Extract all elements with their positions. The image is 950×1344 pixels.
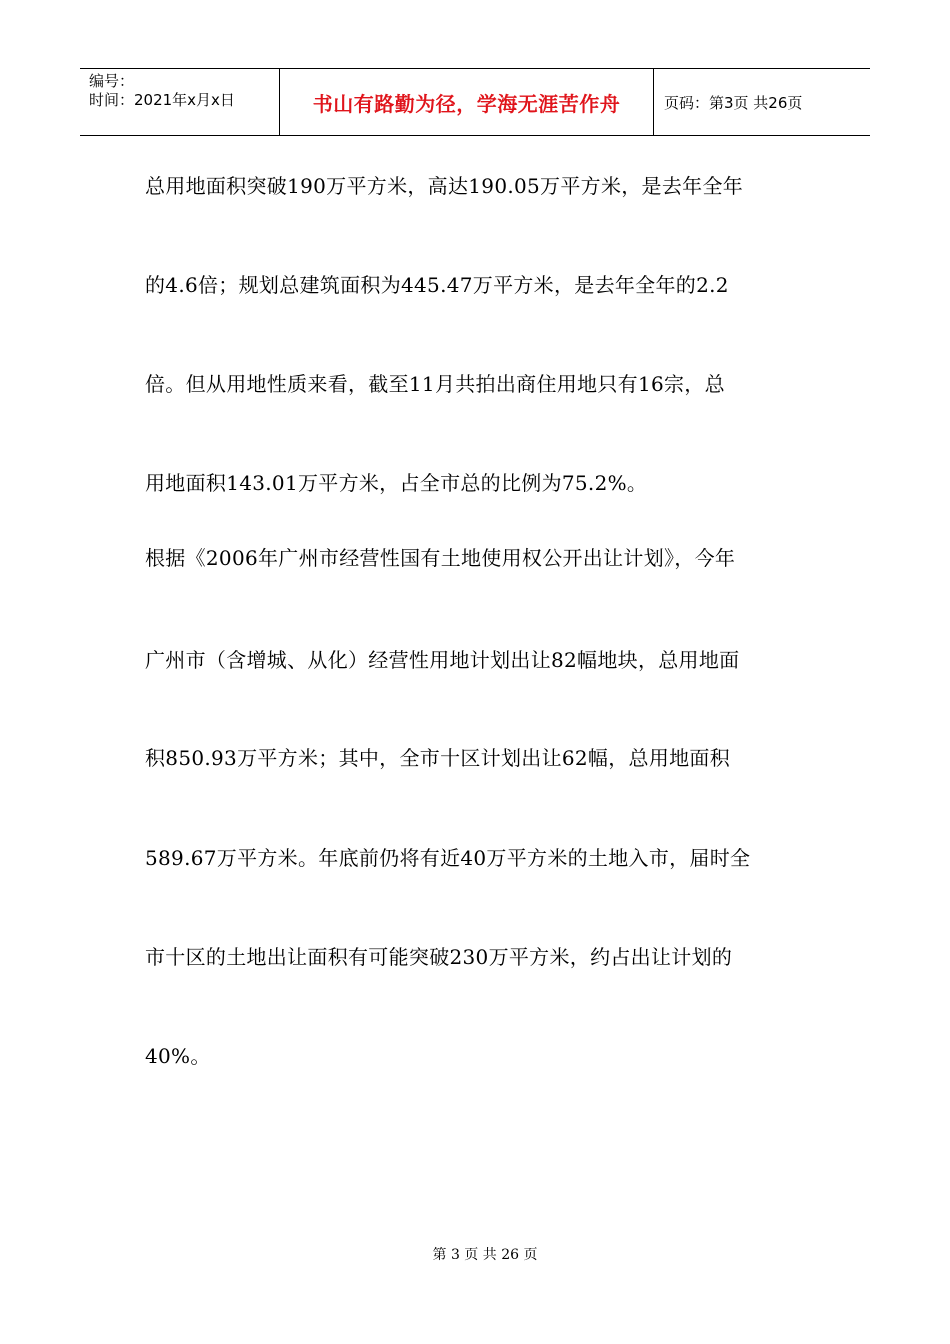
header-page-number: 页码：第3页 共26页 — [664, 93, 803, 112]
document-header — [80, 68, 870, 136]
header-meta — [80, 69, 280, 135]
body-line: 积850.93万平方米；其中，全市十区计划出让62幅，总用地面积 — [145, 746, 731, 770]
body-line: 的4.6倍；规划总建筑面积为445.47万平方米，是去年全年的2.2 — [145, 273, 729, 297]
body-line: 市十区的土地出让面积有可能突破230万平方米，约占出让计划的 — [145, 945, 733, 969]
serial-number-label: 编号： — [89, 72, 135, 90]
page-footer: 第 3 页 共 26 页 — [432, 1247, 538, 1263]
body-line: 总用地面积突破190万平方米，高达190.05万平方米，是去年全年 — [145, 174, 744, 198]
body-line: 倍。但从用地性质来看，截至11月共拍出商住用地只有16宗，总 — [145, 372, 725, 396]
body-line: 589.67万平方米。年底前仍将有近40万平方米的土地入市，届时全 — [145, 846, 751, 870]
body-line: 广州市（含增城、从化）经营性用地计划出让82幅地块，总用地面 — [145, 648, 740, 672]
header-motto: 书山有路勤为径，学海无涯苦作舟 — [280, 69, 654, 135]
body-line: 40%。 — [145, 1044, 211, 1068]
body-line: 根据《2006年广州市经营性国有土地使用权公开出让计划》，今年 — [145, 546, 736, 570]
date-label: 时间：2021年x月x日 — [89, 91, 235, 109]
body-line: 用地面积143.01万平方米，占全市总的比例为75.2%。 — [145, 471, 648, 495]
